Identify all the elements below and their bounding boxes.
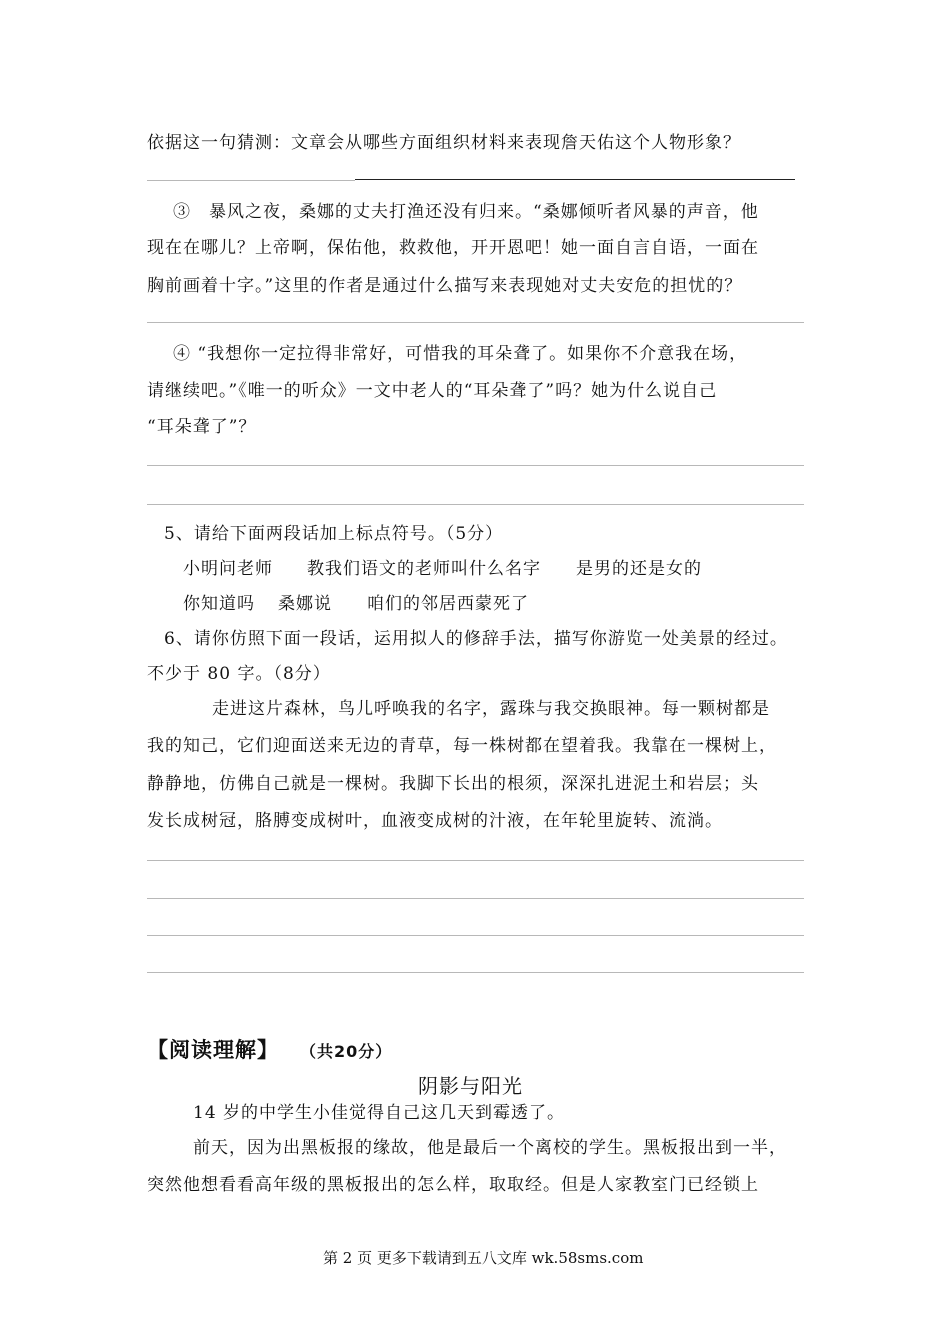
answer-line bbox=[147, 860, 804, 861]
q5-sentence-2a: 你知道吗 bbox=[183, 594, 255, 614]
section-title: 【阅读理解】 bbox=[147, 1038, 279, 1062]
q4-line-1: ④ “我想你一定拉得非常好，可惜我的耳朵聋了。如果你不介意我在场， bbox=[173, 344, 748, 364]
q4-line-2: 请继续吧。”《唯一的听众》一文中老人的“耳朵聋了”吗？她为什么说自己 bbox=[147, 381, 718, 401]
q6-model-line-1: 走进这片森林，鸟儿呼唤我的名字，露珠与我交换眼神。每一颗树都是 bbox=[212, 699, 770, 719]
answer-line bbox=[355, 179, 795, 180]
q6-model-line-3: 静静地，仿佛自己就是一棵树。我脚下长出的根须，深深扎进泥土和岩层；头 bbox=[147, 774, 759, 794]
q2-prompt: 依据这一句猜测：文章会从哪些方面组织材料来表现詹天佑这个人物形象？ bbox=[147, 133, 741, 153]
q6-line-1: 6、请你仿照下面一段话，运用拟人的修辞手法，描写你游览一处美景的经过。 bbox=[164, 629, 788, 649]
q6-line-2: 不少于 80 字。（8分） bbox=[147, 664, 331, 684]
answer-line bbox=[147, 972, 804, 973]
q4-line-3: “耳朵聋了”？ bbox=[147, 417, 257, 437]
answer-line bbox=[147, 322, 804, 323]
page-footer: 第 2 页 更多下载请到五八文库 wk.58sms.com bbox=[323, 1249, 644, 1267]
q5-header: 5、请给下面两段话加上标点符号。（5分） bbox=[164, 524, 504, 544]
story-title: 阴影与阳光 bbox=[418, 1074, 523, 1098]
q3-line-2: 现在在哪儿？上帝啊，保佑他，救救他，开开恩吧！她一面自言自语，一面在 bbox=[147, 238, 759, 258]
section-score: （共20分） bbox=[300, 1042, 393, 1061]
q6-model-line-4: 发长成树冠，胳膊变成树叶，血液变成树的汁液，在年轮里旋转、流淌。 bbox=[147, 811, 723, 831]
story-paragraph-2-line-1: 前天，因为出黑板报的缘故，他是最后一个离校的学生。黑板报出到一半， bbox=[193, 1138, 787, 1158]
q5-sentence-1b: 教我们语文的老师叫什么名字 bbox=[307, 559, 541, 579]
q3-line-3: 胸前画着十字。”这里的作者是通过什么描写来表现她对丈夫安危的担忧的？ bbox=[147, 276, 743, 296]
answer-line bbox=[147, 935, 804, 936]
q5-sentence-2b: 桑娜说 bbox=[278, 594, 332, 614]
answer-line bbox=[147, 898, 804, 899]
story-paragraph-1: 14 岁的中学生小佳觉得自己这几天到霉透了。 bbox=[193, 1103, 566, 1123]
answer-line bbox=[147, 465, 804, 466]
q5-sentence-1a: 小明问老师 bbox=[183, 559, 273, 579]
q5-sentence-1c: 是男的还是女的 bbox=[576, 559, 702, 579]
q3-line-1: ③ 暴风之夜，桑娜的丈夫打渔还没有归来。“桑娜倾听者风暴的声音，他 bbox=[173, 202, 759, 222]
q6-model-line-2: 我的知己，它们迎面送来无边的青草，每一株树都在望着我。我靠在一棵树上， bbox=[147, 736, 777, 756]
q5-sentence-2c: 咱们的邻居西蒙死了 bbox=[367, 594, 529, 614]
story-paragraph-2-line-2: 突然他想看看高年级的黑板报出的怎么样，取取经。但是人家教室门已经锁上 bbox=[147, 1175, 759, 1195]
answer-line bbox=[147, 180, 355, 181]
answer-line bbox=[147, 504, 804, 505]
